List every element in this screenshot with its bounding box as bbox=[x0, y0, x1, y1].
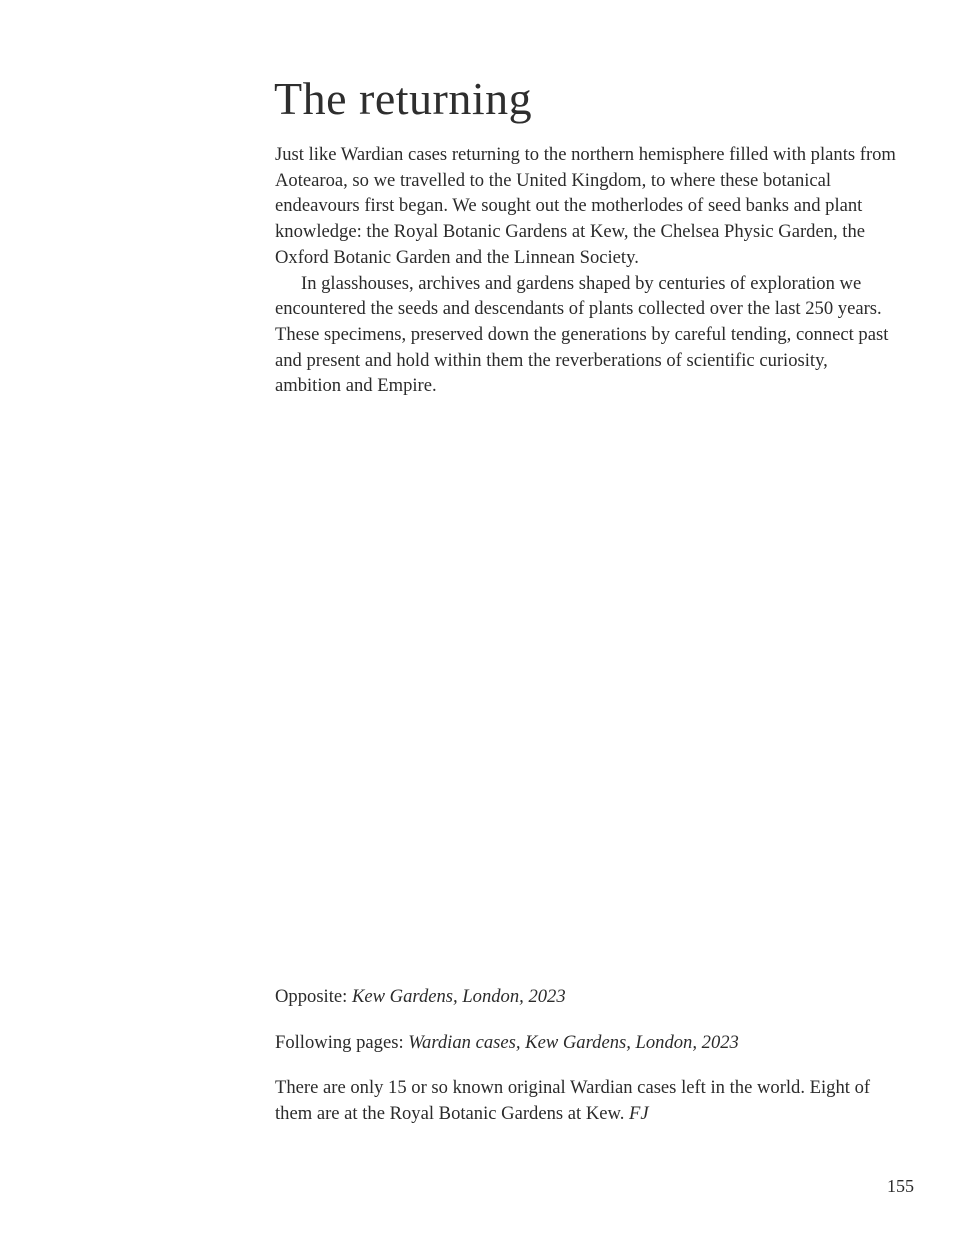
caption-opposite-detail: Kew Gardens, London, 2023 bbox=[351, 986, 566, 1007]
captions-block bbox=[275, 984, 905, 1127]
caption-following-pages bbox=[275, 1030, 905, 1056]
caption-note bbox=[275, 1075, 905, 1126]
body-text bbox=[275, 142, 897, 399]
caption-opposite bbox=[275, 984, 905, 1010]
page-number: 155 bbox=[887, 1176, 914, 1196]
paragraph-2: In glasshouses, archives and gardens shaped by centuries of exploration we encountered the seeds and descendants of plants collected over the last 250 years. These specimens, preserved down the generations by careful tending, connect past and present and hold within them the reverberations of scientific curiosity, ambition and Empire. bbox=[275, 272, 889, 397]
caption-following-prefix: Following pages: bbox=[275, 1031, 409, 1053]
caption-note-text: There are only 15 or so known original Wardian cases left in the world. Eight of them are at the Royal Botanic Gardens at Kew. bbox=[275, 1077, 871, 1125]
caption-following-detail: Wardian cases, Kew Gardens, London, 2023 bbox=[408, 1031, 739, 1053]
caption-note-initials: FJ bbox=[629, 1103, 649, 1125]
page-title: The returning bbox=[274, 72, 533, 124]
caption-opposite-prefix: Opposite: bbox=[275, 986, 352, 1007]
paragraph-1: Just like Wardian cases returning to the northern hemisphere filled with plants from Aotearoa, so we travelled to the United Kingdom, to where these botanical endeavours first began. We sought out the motherlodes of seed banks and plant knowledge: the Royal Botanic Gardens at Kew, the Chelsea Physic Garden, the Oxford Botanic Garden and the Linnean Society. bbox=[275, 144, 896, 268]
